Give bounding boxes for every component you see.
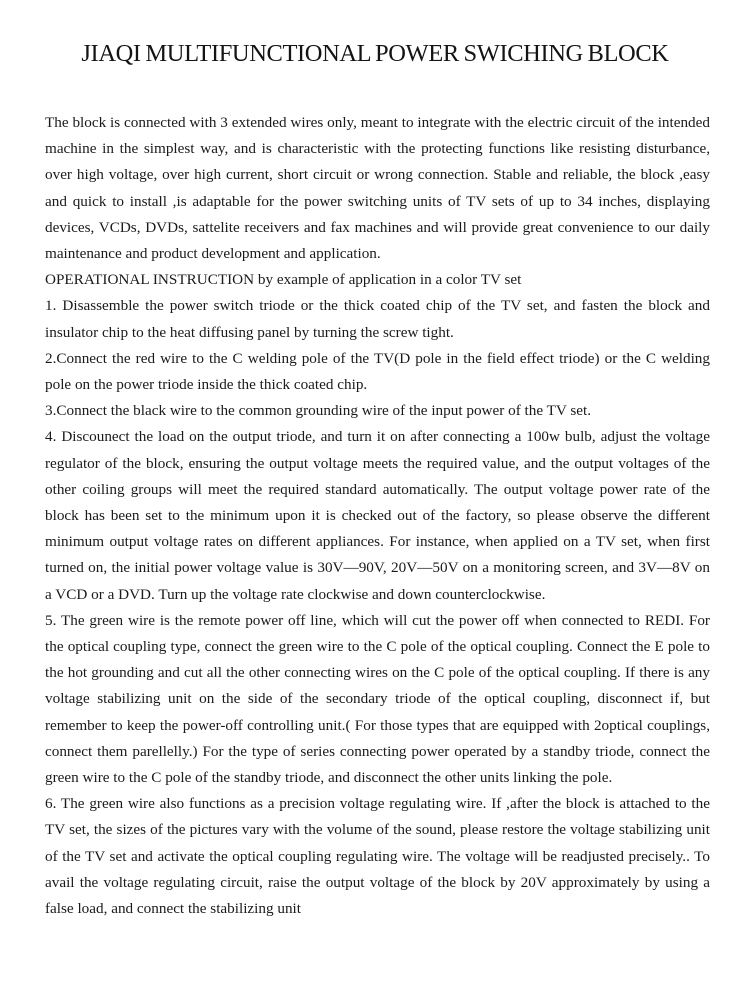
document-title: JIAQI MULTIFUNCTIONAL POWER SWICHING BLOCK (81, 40, 669, 67)
instruction-step-2: 2.Connect the red wire to the C welding pole of the TV(D pole in the field effect triode) or the C welding pole on the power triode inside the thick coated chip. (45, 349, 710, 394)
instruction-step-6: 6. The green wire also functions as a precision voltage regulating wire. If ,after the block is attached to the TV set, the sizes of the pictures vary with the volume of the sound, please restore the voltage stabilizing unit of the TV set and activate the optical coupling regulating wire. The voltage will be readjusted precisely.. To avail the voltage regulating circuit, raise the output voltage of the block by 20V approximately by using a false load, and connect the stabilizing unit (45, 795, 710, 918)
section-heading: OPERATIONAL INSTRUCTION by example of application in a color TV set (45, 271, 522, 289)
instruction-step-3: 3.Connect the black wire to the common grounding wire of the input power of the TV set. (45, 402, 592, 420)
document-body (45, 110, 710, 922)
instruction-step-1: 1. Disassemble the power switch triode or the thick coated chip of the TV set, and fasten the block and insulator chip to the heat diffusing panel by turning the screw tight. (45, 297, 710, 341)
instruction-step-5: 5. The green wire is the remote power off line, which will cut the power off when connected to REDI. For the optical coupling type, connect the green wire to the C pole of the optical coupling. Connect the E pole to the hot grounding and cut all the other connecting wires on the C pole of the optical coupling. If there is any voltage stabilizing unit on the side of the secondary triode of the optical coupling, disconnect if, but remember to keep the power-off controlling unit.( For those types that are equipped with 2optical couplings, connect them parellelly.) For the type of series connecting power operated by a standby triode, connect the green wire to the C pole of the standby triode, and disconnect the other units linking the pole. (45, 611, 710, 787)
intro-paragraph: The block is connected with 3 extended wires only, meant to integrate with the electric circuit of the intended machine in the simplest way, and is characteristic with the protecting functions like resisting disturbance, over high voltage, over high current, short circuit or wrong connection. Stable and reliable, the block ,easy and quick to install ,is adaptable for the power switching units of TV sets of up to 34 inches, displaying devices, VCDs, DVDs, sattelite receivers and fax machines and will provide great convenience to our daily maintenance and product development and application. (45, 114, 710, 263)
instruction-step-4: 4. Discounect the load on the output triode, and turn it on after connecting a 100w bulb, adjust the voltage regulator of the block, ensuring the output voltage meets the required value, and the output voltages of the other coiling groups will meet the required standard automatically. The output voltage power rate of the block has been set to the minimum upon it is checked out of the factory, so please observe the different minimum output voltage rates on different appliances. For instance, when applied on a TV set, when first turned on, the initial power voltage value is 30V—90V, 20V—50V on a monitoring screen, and 3V—8V on a VCD or a DVD. Turn up the voltage rate clockwise and down counterclockwise. (45, 428, 710, 603)
